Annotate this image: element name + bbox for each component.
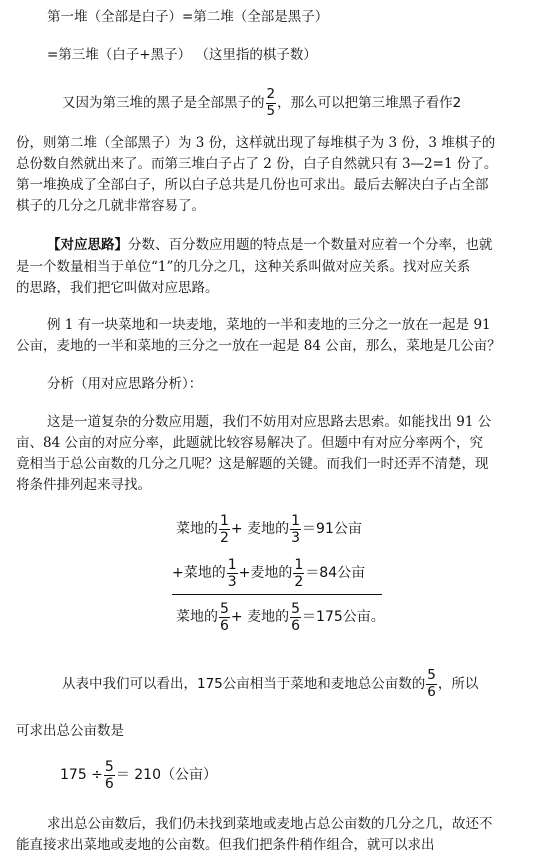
eq2-result: ＝84公亩 <box>305 565 366 581</box>
fraction-denominator: 6 <box>104 775 114 792</box>
fraction-numerator: 5 <box>220 600 229 617</box>
fraction-five-sixths <box>426 669 437 699</box>
analysis-title: 分析（用对应思路分析）： <box>47 376 203 392</box>
intro-para-1: 份，则第二堆（全部黑子）为 3 份，这样就出现了每堆棋子为 3 份，3 堆棋子的 <box>16 135 496 151</box>
section-para-1 <box>47 236 493 254</box>
fraction-numerator: 5 <box>291 600 301 617</box>
equation-row-2 <box>172 556 365 590</box>
fraction-denominator: 2 <box>294 573 304 590</box>
fraction-denominator: 3 <box>291 529 301 546</box>
conclusion-pre: 从表中我们可以看出，175公亩相当于菜地和麦地总公亩数的 <box>62 676 426 692</box>
eq2-fraction-2 <box>293 558 304 589</box>
conclusion-line-2: 可求出总公亩数是 <box>16 723 124 739</box>
equation-row-1 <box>176 512 362 546</box>
analysis-line-3: 竟相当于总公亩数的几分之几呢？这是解题的关键。而我们一时还弄不清楚，现 <box>16 456 489 472</box>
analysis-line-4: 将条件排列起来寻找。 <box>16 477 151 493</box>
fraction-two-fifths <box>266 88 277 118</box>
total-calculation <box>60 758 217 792</box>
intro-para-2: 总份数自然就出来了。而第三堆白子占了 2 份，白子自然就只有 3—2=1 份了。 <box>16 156 498 172</box>
fraction-numerator: 5 <box>104 758 114 775</box>
eq1-term-b: + 麦地的 <box>230 521 290 537</box>
fraction-denominator: 6 <box>220 617 229 634</box>
analysis-line-1: 这是一道复杂的分数应用题，我们不妨用对应思路去思索。如能找出 91 公 <box>47 414 492 430</box>
fraction-denominator: 6 <box>291 617 301 634</box>
calc-dividend: 175 ÷ <box>60 767 103 783</box>
fraction-numerator: 2 <box>266 86 276 102</box>
eq1-fraction-2 <box>290 514 301 545</box>
eq2-term-b: +麦地的 <box>238 565 293 581</box>
fraction-denominator: 6 <box>427 683 436 700</box>
calc-fraction <box>104 760 115 791</box>
intro-line-3 <box>62 88 461 118</box>
sum-divider-line <box>172 594 382 595</box>
eq1-result: ＝91公亩 <box>302 521 362 537</box>
intro-line-3-pre: 又因为第三堆的黑子是全部黑子的 <box>62 95 265 111</box>
eq3-term-a: 菜地的 <box>176 609 218 625</box>
fraction-denominator: 5 <box>266 102 276 119</box>
final-line-2: 能直接求出菜地或麦地的公亩数。但我们把条件稍作组合，就可以求出 <box>16 837 435 853</box>
analysis-line-2: 亩、84 公亩的对应分率，此题就比较容易解决了。但题中有对应分率两个，究 <box>16 435 483 451</box>
intro-para-4: 棋子的几分之几就非常容易了。 <box>16 198 205 214</box>
eq3-term-b: + 麦地的 <box>230 609 290 625</box>
intro-line-3-post: ，那么可以把第三堆黑子看作2 <box>277 95 462 111</box>
fraction-numerator: 1 <box>291 512 301 529</box>
fraction-denominator: 3 <box>227 573 237 590</box>
eq2-term-a: +菜地的 <box>172 565 226 581</box>
section-title: 【对应思路】 <box>47 237 128 253</box>
calc-result: ＝ 210（公亩） <box>115 767 217 783</box>
equation-row-3 <box>176 600 385 634</box>
eq2-fraction-1 <box>227 558 238 589</box>
example-line-2: 公亩，麦地的一半和菜地的三分之一放在一起是 84 公亩，那么，菜地是几公亩？ <box>16 338 501 354</box>
section-para-1-text: 分数、百分数应用题的特点是一个数量对应着一个分率，也就 <box>128 237 493 253</box>
eq1-fraction-1 <box>219 514 230 545</box>
section-para-3: 的思路，我们把它叫做对应思路。 <box>16 280 219 296</box>
example-line-1: 例 1 有一块菜地和一块麦地，菜地的一半和麦地的三分之一放在一起是 91 <box>47 317 491 333</box>
eq3-fraction-2 <box>290 602 301 633</box>
eq3-result: ＝175公亩。 <box>302 609 385 625</box>
fraction-numerator: 1 <box>220 512 229 529</box>
eq3-fraction-1 <box>219 602 230 633</box>
fraction-denominator: 2 <box>220 529 229 546</box>
fraction-numerator: 5 <box>427 667 436 683</box>
fraction-numerator: 1 <box>227 556 237 573</box>
intro-line-1: 第一堆（全部是白子）=第二堆（全部是黑子） <box>47 9 329 25</box>
eq1-term-a: 菜地的 <box>176 521 218 537</box>
final-line-1: 求出总公亩数后，我们仍未找到菜地或麦地占总公亩数的几分之几，故还不 <box>47 816 493 832</box>
intro-line-2: =第三堆（白子+黑子） （这里指的棋子数） <box>47 47 317 63</box>
intro-para-3: 第一堆换成了全部白子，所以白子总共是几份也可求出。最后去解决白子占全部 <box>16 177 489 193</box>
conclusion-post: ，所以 <box>437 676 479 692</box>
section-para-2: 是一个数量相当于单位“1”的几分之几，这种关系叫做对应关系。找对应关系 <box>16 259 471 275</box>
conclusion-line-1 <box>62 668 478 700</box>
fraction-numerator: 1 <box>294 556 304 573</box>
